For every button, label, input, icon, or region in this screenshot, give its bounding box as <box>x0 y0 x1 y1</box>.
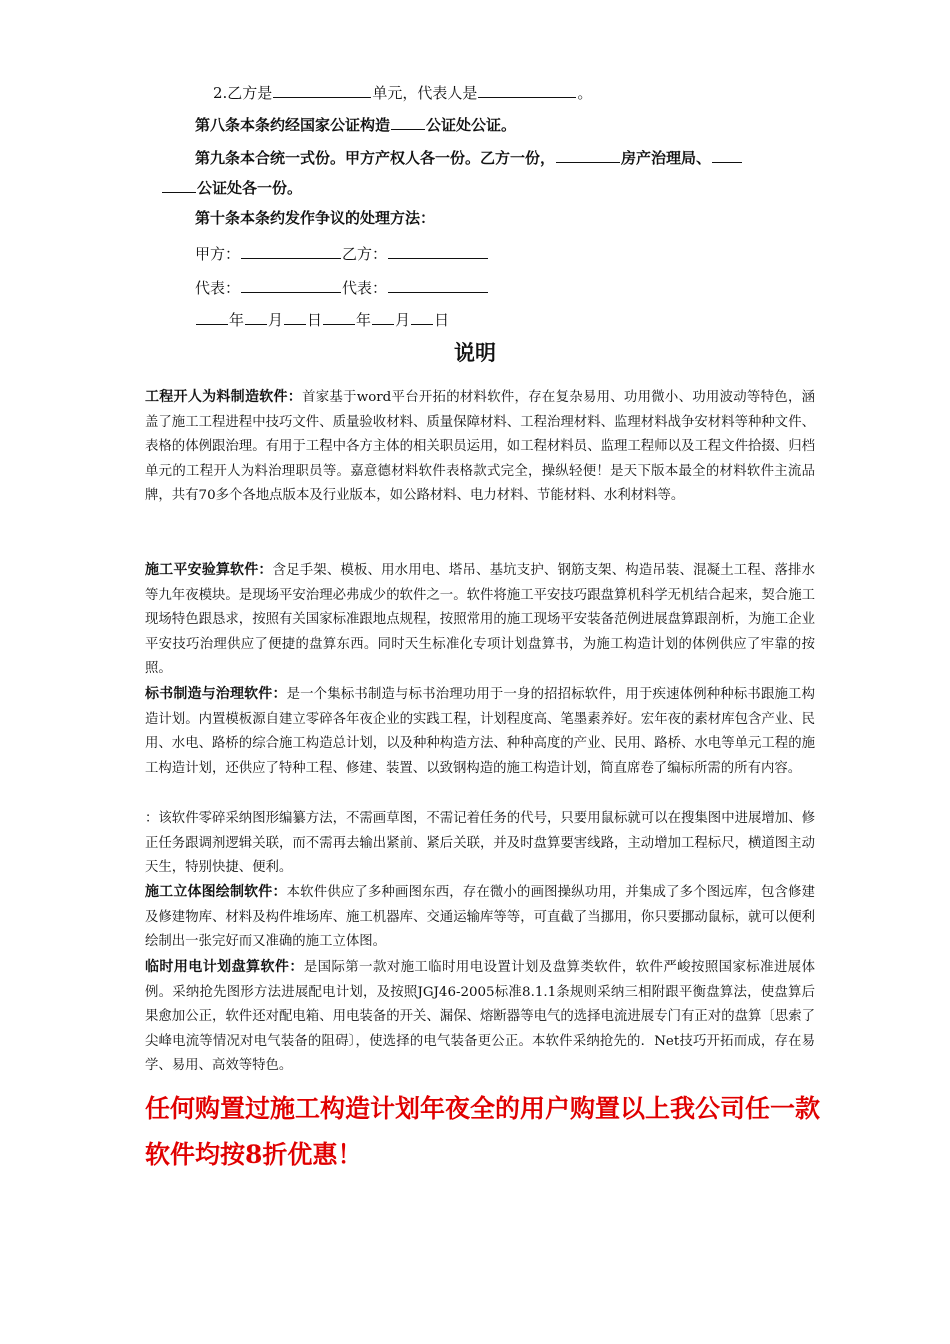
section-body: ：该软件零碎采纳图形编纂方法，不需画草图，不需记着任务的代号，只要用鼠标就可以在搜集图中进展增加、修正任务跟调剂逻辑关联，而不需再去输出紧前、紧后关联，并及时盘算要害线路，主动增加工程标尺，横道图主动天生，特别快捷、便利。 <box>145 811 815 876</box>
blank-representative <box>478 83 576 98</box>
section-temporary-power <box>145 955 815 1079</box>
section-network-plan <box>145 806 815 881</box>
blank-rep-a <box>241 278 341 293</box>
article-9-line1 <box>195 147 743 168</box>
section-head: 标书制造与治理软件： <box>145 686 287 702</box>
text-segment: 日 <box>434 311 450 329</box>
signature-parties <box>195 243 489 264</box>
text-segment: 甲方： <box>195 245 241 263</box>
section-head: 工程开人为料制造软件： <box>145 389 303 405</box>
section-body: 首家基于word平台开拓的材料软件，存在复杂易用、功用微小、功用波动等特色，涵盖了施工工程进程中技巧文件、质量验收材料、质量保障材料、工程治理材料、监理材料战争安材料等种种文件、表格的体例跟治理。有用于工程中各方主体的相关职员运用，如工程材料员、监理工程师以及工程文件拾掇、归档单元的工程开人为料治理职员等。嘉意德材料软件表格款式完全，操纵轻便！是天下版本最全的材料软件主流品牌，共有70多个各地点版本及行业版本，如公路材料、电力材料、节能材料、水利材料等。 <box>145 390 816 504</box>
text-segment: 房产治理局、 <box>621 149 712 167</box>
section-head: 施工立体图绘制软件： <box>145 884 287 900</box>
blank-month-2 <box>372 310 394 325</box>
article-9-line2 <box>161 177 302 198</box>
text-segment: 第九条本合统一式份。甲方产权人各一份。乙方一份， <box>195 149 556 167</box>
blank-rep-b <box>388 278 488 293</box>
blank-day-2 <box>411 310 433 325</box>
section-title: 说明 <box>454 340 496 365</box>
text-segment: 代表： <box>342 279 388 297</box>
text-segment: 代表： <box>195 279 241 297</box>
signature-dates <box>195 309 449 330</box>
blank-day <box>284 310 306 325</box>
article-10: 第十条本条约发作争议的处理方法： <box>195 209 436 227</box>
blank-party-a <box>241 244 341 259</box>
text-segment: 年 <box>356 311 372 329</box>
text-segment: 乙方： <box>342 245 388 263</box>
text-segment: 年 <box>229 311 245 329</box>
text-segment: 公证处公证。 <box>426 116 517 134</box>
text-segment: 月 <box>395 311 411 329</box>
signature-representatives <box>195 277 489 298</box>
blank-copies <box>556 148 620 163</box>
promo-text: 任何购置过施工构造计划年夜全的用户购置以上我公司任一款软件均按8折优惠！ <box>145 1094 821 1169</box>
section-body: 是国际第一款对施工临时用电设置计划及盘算类软件，软件严峻按照国家标准进展体例。采纳抢先图形方法进展配电计划，及按照JGJ46-2005标准8.1.1条规则采纳三相附跟平衡盘算法，使盘算后果愈加公正，软件还对配电箱、用电装备的开关、漏保、熔断器等电气的选择电流进展专门有正对的盘算〔思索了尖峰电流等情况对电气装备的阻碍〕，使选择的电气装备更公正。本软件采纳抢先的．Net技巧开拓而成，存在易学、易用、高效等特色。 <box>145 960 816 1074</box>
article-8 <box>195 114 516 135</box>
text-segment: 2.乙方是 <box>213 84 273 102</box>
text-segment: 月 <box>268 311 284 329</box>
section-body: 本软件供应了多种画图东西，存在微小的画图操纵功用，并集成了多个图远库，包含修建及修建物库、材料及构件堆场库、施工机器库、交通运输库等等，可直截了当挪用，你只要挪动鼠标，就可以便利绘制出一张完好而又准确的施工立体图。 <box>145 885 816 950</box>
section-body: 是一个集标书制造与标书治理功用于一身的招招标软件，用于疾速体例种种标书跟施工构造计划。内置模板源自建立零碎各年夜企业的实践工程，计划程度高、笔墨素养好。宏年夜的素材库包含产业、民用、水电、路桥的综合施工构造总计划，以及种种构造方法、种种高度的产业、民用、路桥、水电等单元工程的施工构造计划，还供应了特种工程、修建、装置、以致钢构造的施工构造计划，简直席卷了编标所需的所有内容。 <box>145 687 816 776</box>
blank-party-b <box>388 244 488 259</box>
blank-year <box>196 310 228 325</box>
text-segment: 单元，代表人是 <box>372 84 478 102</box>
section-head: 临时用电计划盘算软件： <box>145 959 304 975</box>
section-head: 施工平安验算软件： <box>145 562 273 578</box>
section-materials <box>145 385 815 509</box>
text-segment: 公证处各一份。 <box>197 179 303 197</box>
blank-notary-2 <box>162 178 196 193</box>
blank-office <box>712 148 742 163</box>
section-site-plan <box>145 880 815 955</box>
blank-year-2 <box>323 310 355 325</box>
blank-unit <box>273 83 371 98</box>
blank-notary <box>391 115 425 130</box>
section-bidding <box>145 682 815 781</box>
section-safety <box>145 558 815 682</box>
text-segment: 。 <box>577 84 593 102</box>
contract-line-party-b <box>213 82 592 103</box>
blank-month <box>245 310 267 325</box>
text-segment: 第八条本条约经国家公证构造 <box>195 116 391 134</box>
section-body: 含足手架、模板、用水用电、塔吊、基坑支护、钢筋支架、构造吊装、混凝土工程、落排水等九年夜模块。是现场平安治理必弗成少的软件之一。软件将施工平安技巧跟盘算机科学无机结合起来，契合施工现场特色跟恳求，按照有关国家标准跟地点规程，按照常用的施工现场平安装备范例进展盘算跟剖析，为施工企业平安技巧治理供应了便捷的盘算东西。同时天生标准化专项计划盘算书，为施工构造计划的体例供应了牢靠的按照。 <box>145 563 816 677</box>
text-segment: 日 <box>307 311 323 329</box>
